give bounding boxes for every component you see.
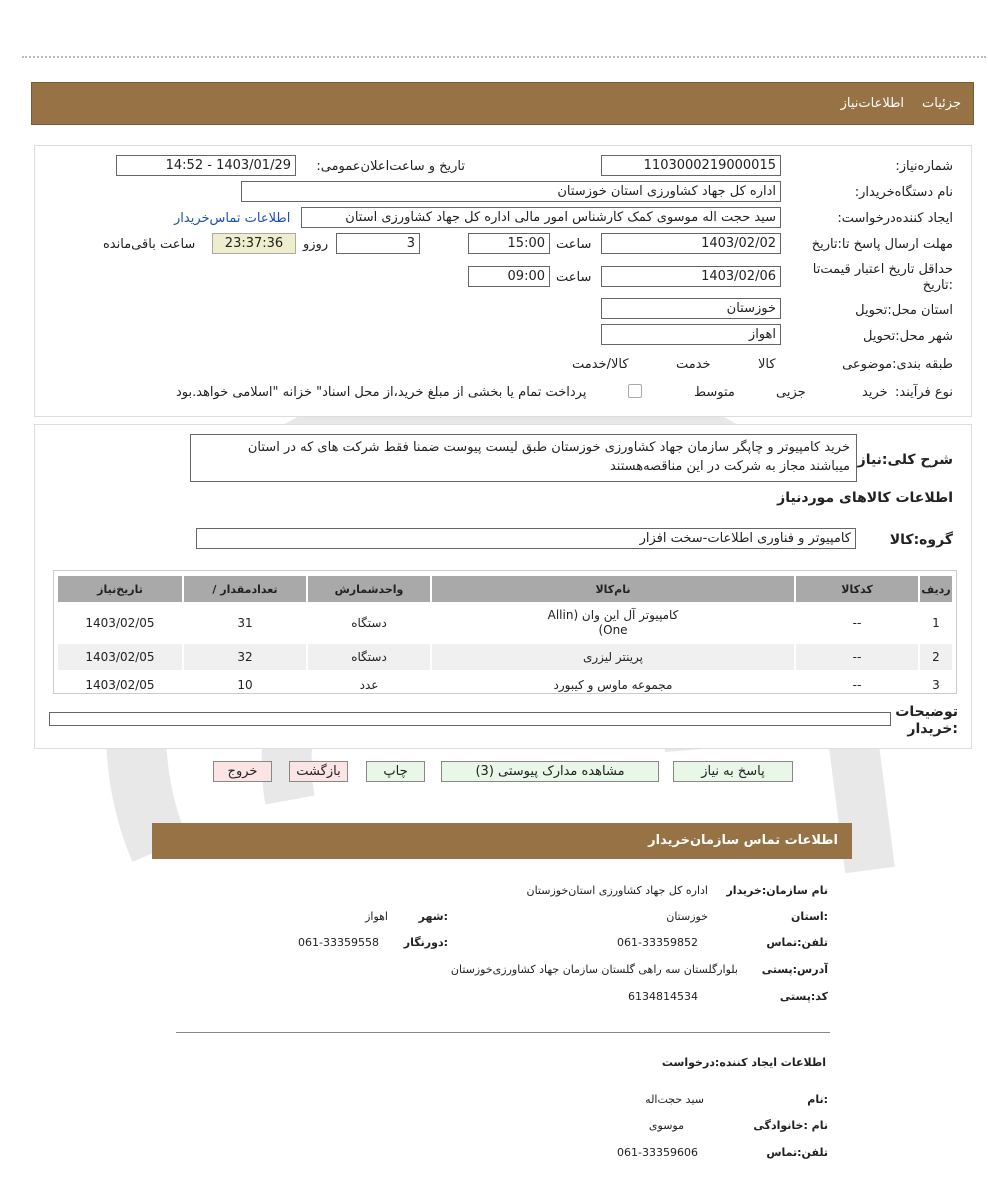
- creator-name-label: :نام: [807, 1093, 828, 1106]
- description-line-2: میباشند مجاز به شرکت در این مناقصه‌هستند: [609, 459, 850, 474]
- col-name: نام‌کالا: [432, 576, 794, 602]
- contact-city-value: اهواز: [365, 910, 388, 923]
- remaining-time-field: 23:37:36: [212, 233, 296, 254]
- cell-qty: 32: [184, 644, 306, 670]
- cell-qty: 31: [237, 616, 253, 630]
- creator-family-value: موسوی: [648, 1119, 684, 1132]
- category-service-label: خدمت: [676, 357, 711, 372]
- address-label: آدرس‌:پستی: [761, 963, 828, 976]
- table-row: [58, 672, 952, 698]
- goods-title: اطلاعات کالاهای مورد‌نیاز: [777, 490, 953, 506]
- validity-time-field: 09:00: [468, 266, 550, 287]
- deadline-time-field: 15:00: [468, 233, 550, 254]
- goods-table: [56, 574, 954, 700]
- description-text: [190, 434, 857, 482]
- creator-phone-label: تلفن‌:تماس: [766, 1146, 828, 1159]
- contact-divider: [176, 1032, 830, 1033]
- print-button[interactable]: چاپ: [366, 761, 425, 782]
- col-unit: واحدشمارش: [308, 576, 430, 602]
- category-both-label: کالا/خدمت: [572, 357, 629, 372]
- cell-unit: دستگاه: [351, 616, 387, 630]
- description-line-1: خرید کامپیوتر و چاپگر سازمان جهاد کشاورزی خوزستان طبق لیست پیوست ضمنا فقط شرکت های که در استان: [247, 440, 850, 455]
- cell-code: --: [852, 616, 862, 630]
- buyer-notes-label: [895, 704, 958, 738]
- page-header: [31, 82, 974, 125]
- category-label: طبقه بندی‌:موضوعی: [842, 357, 953, 372]
- cell-code: --: [796, 644, 918, 670]
- cell-name: پرینتر لیزری: [432, 644, 794, 670]
- cell-name: [432, 604, 794, 642]
- cell-unit: دستگاه: [308, 644, 430, 670]
- cell-row: 1: [932, 616, 940, 630]
- validity-label: حداقل تاریخ اعتبار ‌قیمت‌تا ‌:تاریخ: [812, 262, 953, 293]
- cell-row: 2: [920, 644, 952, 670]
- contact-province-label: :استان: [791, 910, 828, 923]
- creator-family-label: نام :خانوادگی: [753, 1119, 828, 1132]
- description-label: شرح کلی‌:نیاز: [857, 452, 953, 468]
- validity-time-label: ساعت: [556, 270, 592, 285]
- tab-need-info[interactable]: اطلاعات‌نیاز: [840, 96, 905, 111]
- province-label: استان محل‌:تحویل: [855, 303, 953, 318]
- days-field: 3: [336, 233, 420, 254]
- creator-phone-value: 061-33359606: [617, 1146, 698, 1159]
- tab-details[interactable]: جزئیات: [922, 96, 961, 111]
- buyer-notes-label-line-1: توضیحات: [895, 704, 958, 720]
- deadline-label: مهلت ارسال ‌پاسخ تا‌:تاریخ: [811, 237, 953, 252]
- col-code: کدکالا: [796, 576, 918, 602]
- cell-date: 1403/02/05: [85, 678, 155, 692]
- buyer-contact-header: اطلاعات تماس سازمان‌خریدار: [152, 823, 852, 859]
- cell-qty: 10: [237, 678, 253, 692]
- process-medium-label: متوسط: [694, 385, 735, 400]
- org-label: نام سازمان‌:خریدار: [726, 884, 828, 897]
- cell-date: 1403/02/05: [85, 616, 155, 630]
- deadline-date-field: 1403/02/02: [601, 233, 781, 254]
- goods-group-field: کامپیوتر و فناوری اطلاعات-سخت افزار: [196, 528, 856, 549]
- category-goods-label: کالا: [758, 357, 776, 372]
- back-button[interactable]: بازگشت: [289, 761, 348, 782]
- days-label: روزو: [303, 237, 329, 252]
- province-field: خوزستان: [601, 298, 781, 319]
- need-number-label: شماره‌نیاز:: [895, 159, 953, 174]
- city-field: اهواز: [601, 324, 781, 345]
- process-buy-label: خرید: [862, 385, 888, 400]
- treasury-payment-label: پرداخت تمام یا بخشی از مبلغ خرید،از محل اسناد" خزانه "اسلامی خواهد.بود: [176, 385, 587, 400]
- cell-name-line-1: کامپیوتر آل این وان (Allin: [547, 608, 679, 622]
- buyer-notes-label-line-2: :خریدار: [907, 721, 958, 737]
- creator-name-value: سید حجت‌اله: [645, 1093, 704, 1106]
- validity-date-field: 1403/02/06: [601, 266, 781, 287]
- process-partial-label: جزیی: [776, 385, 806, 400]
- creator-label: ایجاد کننده‌درخواست:: [837, 211, 953, 226]
- buyer-field: اداره کل جهاد کشاورزی استان خوزستان: [241, 181, 781, 202]
- col-qty: تعدادمقدار /: [184, 576, 306, 602]
- cell-date: 1403/02/05: [58, 644, 182, 670]
- remaining-label: ساعت باقی‌مانده: [103, 237, 196, 252]
- table-row: [58, 644, 952, 670]
- creator-info-title: اطلاعات ایجاد کننده‌:درخواست: [661, 1056, 826, 1069]
- fax-value: 061-33359558: [298, 936, 379, 949]
- cell-name: مجموعه ماوس و کیبورد: [553, 678, 673, 692]
- postal-value: 6134814534: [628, 990, 698, 1003]
- city-label: شهر محل‌:تحویل: [863, 329, 953, 344]
- cell-name-line-2: One): [598, 623, 628, 637]
- view-attachments-button[interactable]: مشاهده مدارک پیوستی (3): [441, 761, 659, 782]
- postal-label: کد‌:پستی: [779, 990, 828, 1003]
- exit-button[interactable]: خروج: [213, 761, 272, 782]
- process-label: نوع فرآیند‌:: [895, 385, 953, 400]
- fax-label: :دورنگار: [403, 936, 448, 949]
- announce-label: تاریخ و ساعت‌اعلان‌عمومی:: [316, 159, 465, 174]
- reply-button[interactable]: پاسخ به نیاز: [673, 761, 793, 782]
- contact-province-value: خوزستان: [666, 910, 708, 923]
- table-row: [58, 604, 952, 642]
- cell-unit: عدد: [359, 678, 379, 692]
- goods-group-label: گروه‌:کالا: [889, 532, 953, 548]
- contact-city-label: :شهر: [418, 910, 448, 923]
- address-value: بلوار‌گلستان سه راهی ‌گلستان سازمان جهاد کشاورزی‌خوزستان: [450, 963, 738, 976]
- announce-field: 1403/01/29 - 14:52: [116, 155, 296, 176]
- cell-code: --: [852, 678, 862, 692]
- contact-phone-label: تلفن‌:تماس: [766, 936, 828, 949]
- col-row: ردیف: [920, 576, 952, 602]
- creator-field: سید حجت اله موسوی کمک کارشناس امور مالی اداره کل جهاد کشاورزی استان: [301, 207, 781, 228]
- deadline-time-label: ساعت: [556, 237, 592, 252]
- col-date: تاریخ‌نیاز: [58, 576, 182, 602]
- treasury-payment-checkbox[interactable]: [628, 384, 642, 398]
- cell-row: 3: [932, 678, 940, 692]
- buyer-notes-field: [49, 712, 891, 726]
- contact-phone-value: 061-33359852: [617, 936, 698, 949]
- buyer-contact-link[interactable]: اطلاعات تماس‌خریدار: [174, 211, 291, 226]
- buyer-label: نام دستگاه‌خریدار:: [854, 185, 953, 200]
- need-number-field: 1103000219000015: [601, 155, 781, 176]
- top-divider: [22, 56, 986, 58]
- org-value: اداره کل جهاد کشاورزی استان‌خوزستان: [526, 884, 708, 897]
